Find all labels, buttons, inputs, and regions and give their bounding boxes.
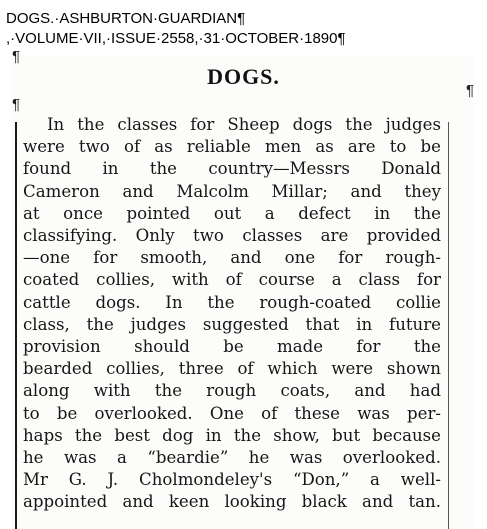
article-line: Mr G. J. Cholmondeley's “Don,” a well- [23, 470, 441, 490]
article-line: coated collies, with of course a class for [23, 270, 441, 290]
article-line: classifying. Only two classes are provided [23, 226, 441, 246]
article-line: to be overlooked. One of these was per- [23, 403, 441, 423]
article-line: at once pointed out a defect in the [23, 203, 441, 223]
column-right-rule [448, 122, 449, 529]
article-line: were two of as reliable men as are to be [23, 137, 441, 157]
article-body [23, 114, 441, 514]
article-line: Cameron and Malcolm Millar; and they [23, 181, 441, 201]
pilcrow-marker: ¶ [12, 96, 21, 113]
article-line: he was a “beardie” he was overlooked. [23, 448, 441, 468]
pilcrow-marker: ¶ [466, 82, 475, 99]
article-line: class, the judges suggested that in future [23, 314, 441, 334]
column-left-rule [15, 122, 17, 529]
header-line-title: DOGS.·ASHBURTON·GUARDIAN¶ [6, 10, 246, 27]
pilcrow-marker: ¶ [12, 48, 21, 65]
article-line: bearded collies, three of which were shown [23, 359, 441, 379]
article-line: cattle dogs. In the rough-coated collie [23, 292, 441, 312]
article-line: —one for smooth, and one for rough- [23, 248, 441, 268]
header-line-volume: ,·VOLUME·VII,·ISSUE·2558,·31·OCTOBER·1890¶ [6, 30, 346, 47]
article-line: appointed and keen looking black and tan. [23, 492, 441, 512]
document-header [6, 9, 346, 49]
article-line: found in the country—Messrs Donald [23, 159, 441, 179]
article-headline: DOGS. [207, 64, 280, 89]
article-line: In the classes for Sheep dogs the judges [47, 115, 441, 134]
article-line: provision should be made for the [23, 337, 441, 357]
article-line: along with the rough coats, and had [23, 381, 441, 401]
article-line: haps the best dog in the show, but because [23, 425, 441, 445]
